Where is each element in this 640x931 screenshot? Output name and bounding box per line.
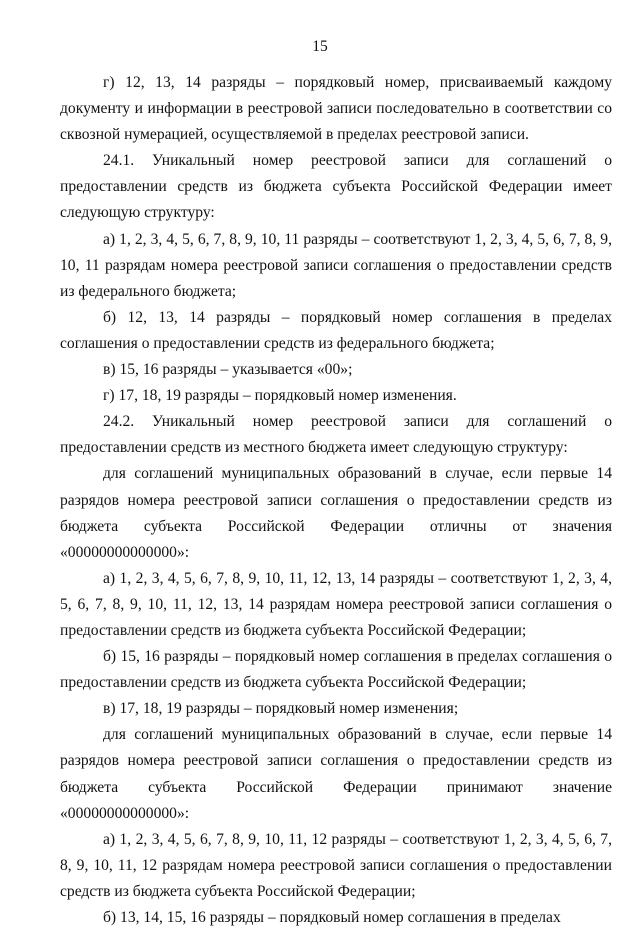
paragraph: а) 1, 2, 3, 4, 5, 6, 7, 8, 9, 10, 11, 12, 13, 14 разряды – соответствуют 1, 2, 3, 4, 5, 6, 7, 8, 9, 10, 11, 12, 13, 14 разрядам номера реестровой записи соглашения о предоставлении средств из бюджета субъекта Российской Федерации; bbox=[60, 569, 612, 639]
paragraph: 24.1. Уникальный номер реестровой записи для соглашений о предоставлении средств из бюджета субъекта Российской Федерации имеет следующую структуру: bbox=[60, 152, 612, 222]
paragraph: г) 17, 18, 19 разряды – порядковый номер изменения. bbox=[103, 387, 457, 405]
paragraph: б) 13, 14, 15, 16 разряды – порядковый номер соглашения в пределах bbox=[103, 909, 561, 926]
paragraph: б) 12, 13, 14 разряды – порядковый номер соглашения в пределах соглашения о предоставлении средств из федерального бюджета; bbox=[60, 308, 612, 352]
paragraph: а) 1, 2, 3, 4, 5, 6, 7, 8, 9, 10, 11 разряды – соответствуют 1, 2, 3, 4, 5, 6, 7, 8, 9, 10, 11 разрядам номера реестровой записи соглашения о предоставлении средств из федерального бюджета; bbox=[60, 230, 612, 300]
paragraph: для соглашений муниципальных образований в случае, если первые 14 разрядов номера реестровой записи соглашения о предоставлении средств из бюджета субъекта Российской Федерации принимают значение «00000000000000»: bbox=[60, 726, 612, 822]
page-number: 15 bbox=[312, 38, 328, 55]
paragraph: в) 15, 16 разряды – указывается «00»; bbox=[103, 361, 353, 379]
document-body bbox=[60, 70, 612, 931]
paragraph: а) 1, 2, 3, 4, 5, 6, 7, 8, 9, 10, 11, 12 разряды – соответствуют 1, 2, 3, 4, 5, 6, 7, 8, 9, 10, 11, 12 разрядам номера реестровой записи соглашения о предоставлении средств из бюджета субъекта Российской Федерации; bbox=[60, 830, 612, 900]
paragraph: 24.2. Уникальный номер реестровой записи для соглашений о предоставлении средств из местного бюджета имеет следующую структуру: bbox=[60, 413, 612, 457]
paragraph: в) 17, 18, 19 разряды – порядковый номер изменения; bbox=[103, 700, 459, 718]
paragraph: г) 12, 13, 14 разряды – порядковый номер, присваиваемый каждому документу и информации в реестровой записи последовательно в соответствии со сквозной нумерацией, осуществляемой в пределах реестровой записи. bbox=[60, 74, 612, 144]
paragraph: для соглашений муниципальных образований в случае, если первые 14 разрядов номера реестровой записи соглашения о предоставлении средств из бюджета субъекта Российской Федерации отличны от значения «00000000000000»: bbox=[60, 465, 612, 561]
paragraph: б) 15, 16 разряды – порядковый номер соглашения в пределах соглашения о предоставлении средств из бюджета субъекта Российской Федерации; bbox=[60, 648, 612, 692]
